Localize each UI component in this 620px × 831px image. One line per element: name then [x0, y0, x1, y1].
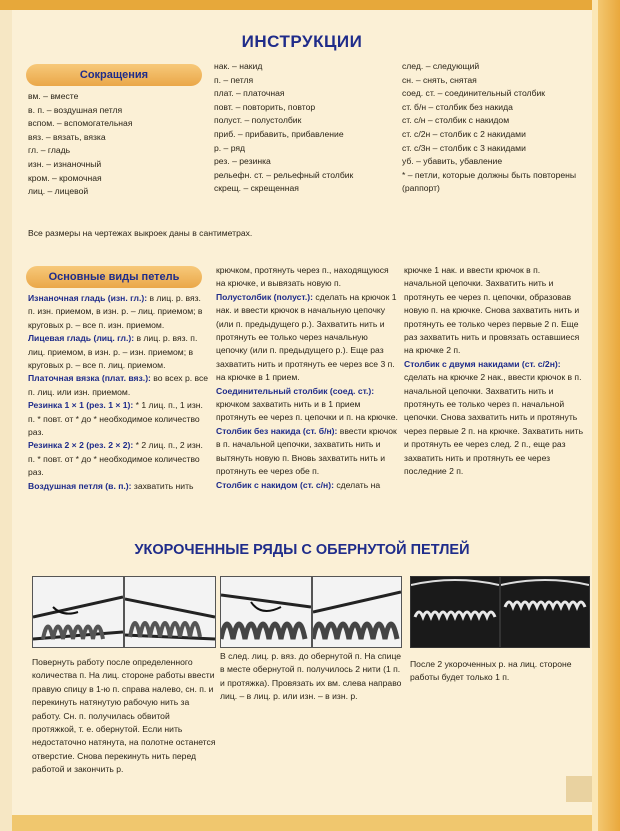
abbreviation-item: рез. – резинка [214, 156, 271, 167]
page-title: ИНСТРУКЦИИ [241, 32, 363, 51]
corner-tab [566, 776, 592, 802]
abbreviation-item: плат. – платочная [214, 88, 285, 99]
abbreviation-item: лиц. – лицевой [28, 186, 89, 197]
knitting-needles-icon [33, 577, 123, 647]
stitch-paragraph [404, 264, 584, 358]
stitch-paragraph [28, 292, 210, 332]
illustration-step2a [220, 576, 312, 648]
stitch-term: Столбик с накидом (ст. с/н): [216, 479, 334, 490]
abbreviation-item: след. – следующий [402, 61, 480, 71]
short-rows-step2: В след. лиц. р. вяз. до обернутой п. На спице в месте обернутой п. получилось 2 нити (1 п. и протяжка). Провязать их вм. слева направо лиц. – в лиц. р. или изн. – в изн. р. [220, 651, 402, 702]
abbreviations-col3 [402, 60, 576, 196]
abbreviation-item: ст. с/н – столбик с накидом [402, 115, 510, 126]
stitch-paragraph [216, 291, 398, 385]
abbreviation-item: в. п. – воздушная петля [28, 104, 123, 115]
stitch-paragraph [404, 358, 584, 479]
stitch-description: в лиц. р. вяз. п. лиц. приемом, в изн. р. – изн. приемом; в круговых р. – все п. лиц. приемом. [28, 333, 198, 371]
stitch-description: ввести крючок в п. начальной цепочки, захватить нить и вытянуть новую п. Вновь захватить нить и протянуть ее через обе п. [216, 425, 397, 477]
stitch-term: Платочная вязка (плат. вяз.): [28, 373, 151, 384]
abbreviation-item: (раппорт) [402, 183, 440, 194]
knitting-needles-icon [313, 577, 401, 647]
illustration-step1b [124, 576, 216, 648]
knit-fabric-icon [501, 577, 589, 647]
abbreviation-item: скрещ. – скрещенная [214, 183, 299, 194]
stitch-term: Воздушная петля (в. п.): [28, 480, 132, 491]
abbreviation-item: кром. – кромочная [28, 172, 102, 183]
sizes-note: Все размеры на чертежах выкроек даны в сантиметрах. [28, 228, 253, 238]
stitch-paragraph [216, 425, 398, 479]
stitch-description: сделать на крючок 1 нак. и ввести крючок в начальную цепочку (или п. предыдущего р.). Захватить нить и протянуть ее только через начальную цепочку (или п. предыдущего р.). Еще раз захватить нить и протянуть ее через все 3 п. на крючке в 1 прием. [216, 291, 397, 383]
abbreviation-item: сн. – снять, снятая [402, 74, 477, 85]
stitch-paragraph [28, 439, 210, 479]
stitch-term: Столбик с двумя накидами (ст. с/2н): [404, 358, 561, 369]
abbreviation-item: полуст. – полустолбик [214, 115, 302, 126]
abbreviation-item: р. – ряд [214, 142, 246, 153]
stitches-col3 [404, 264, 584, 479]
photo-knit-fabric-1 [410, 576, 500, 648]
stitch-term: Столбик без накида (ст. б/н): [216, 425, 338, 436]
illustration-step1a [32, 576, 124, 648]
abbreviation-item: изн. – изнаночный [28, 158, 102, 169]
stitch-paragraph [28, 332, 210, 372]
abbreviations-header: Сокращения [26, 64, 202, 86]
stitches-header: Основные виды петель [26, 266, 202, 288]
stitches-col2 [216, 264, 398, 492]
stitch-description: сделать на крючке 2 нак., ввести крючок в п. начальной цепочки. Захватить нить и протянуть ее только через п. начальной цепочки. Снова захватить нить и протянуть через первые 2 п. на крючке. Захватить нить и протянуть ее через след. 2 п., еще раз захватить нить и протянуть ее через последние 2 п. [404, 372, 584, 477]
abbreviation-item: ст. с/2н – столбик с 2 накидами [402, 128, 526, 139]
stitch-paragraph [216, 385, 398, 425]
abbreviation-item: соед. ст. – соединительный столбик [402, 88, 546, 99]
stitches-col1 [28, 292, 210, 493]
abbreviations-col1 [28, 90, 132, 199]
stitch-description: крючком, протянуть через п., находящуюся на крючке, и вывязать новую п. [216, 265, 389, 289]
knit-fabric-icon [411, 577, 499, 647]
stitch-description: в лиц. р. вяз. п. изн. приемом, в изн. р. – лиц. приемом; в круговых р. – все п. изн. приемом. [28, 293, 203, 330]
abbreviation-item: приб. – прибавить, прибавление [214, 128, 344, 139]
abbreviation-item: ст. б/н – столбик без накида [402, 101, 513, 112]
abbreviations-col2 [214, 60, 353, 196]
short-rows-step3: После 2 укороченных р. на лиц. стороне работы будет только 1 п. [410, 659, 572, 683]
knitting-needles-icon [221, 577, 311, 647]
stitch-term: Соединительный столбик (соед. ст.): [216, 385, 375, 396]
stitch-description: захватить нить [131, 480, 194, 491]
abbreviation-item: рельефн. ст. – рельефный столбик [214, 169, 354, 180]
abbreviation-item: * – петли, которые должны быть повторены [402, 169, 577, 180]
abbreviation-item: уб. – убавить, убавление [402, 156, 503, 167]
short-rows-step1: Повернуть работу после определенного количества п. На лиц. стороне работы ввести правую спицу в 1-ю п. справа налево, сн. п. и перекинуть натянутую рабочую нить за работу. Сн. п. получилась обвитой протяжкой, т. е. обернутой. Если нить недостаточно натянута, на полотне останется отверстие. Снова перекинуть нить перед работой и закончить р. [32, 657, 216, 775]
abbreviation-item: п. – петля [214, 74, 254, 85]
page [12, 10, 592, 825]
knitting-needles-icon [125, 577, 215, 647]
abbreviation-item: вспом. – вспомогательная [28, 118, 133, 129]
stitch-paragraph [28, 399, 210, 439]
stitch-description: во всех р. все п. лиц. или изн. приемом. [28, 373, 209, 397]
abbreviation-item: повт. – повторить, повтор [214, 101, 316, 112]
stitch-term: Изнаночная гладь (изн. гл.): [28, 293, 148, 303]
right-frame-inner [592, 0, 598, 831]
abbreviation-item: ст. с/3н – столбик с 3 накидами [402, 142, 526, 153]
stitch-term: Резинка 2 × 2 (рез. 2 × 2): [28, 440, 134, 451]
stitch-description: крючке 1 нак. и ввести крючок в п. начальной цепочки. Захватить нить и протянуть ее через п. цепочки, образовав новую п. на крючке. Снова захватить нить и протянуть ее только через первые 2 п. Еще раз захватить нить и провязать оставшиеся на крючке 2 п. [404, 265, 580, 356]
abbreviation-item: гл. – гладь [28, 145, 71, 156]
stitch-term: Лицевая гладь (лиц. гл.): [28, 333, 135, 344]
stitch-paragraph [216, 479, 398, 492]
abbreviation-item: нак. – накид [214, 61, 263, 71]
stitch-paragraph [28, 480, 210, 493]
illustration-step2b [312, 576, 402, 648]
stitch-term: Резинка 1 × 1 (рез. 1 × 1): [28, 400, 134, 411]
bottom-frame [12, 815, 592, 831]
stitch-paragraph [28, 372, 210, 399]
top-frame [0, 0, 620, 10]
abbreviation-item: вм. – вместе [28, 91, 79, 101]
stitch-description: * 1 лиц. п., 1 изн. п. * повт. от * до * необходимое количество раз. [28, 400, 203, 438]
photo-knit-fabric-2 [500, 576, 590, 648]
short-rows-title: УКОРОЧЕННЫЕ РЯДЫ С ОБЕРНУТОЙ ПЕТЛЕЙ [134, 542, 470, 558]
stitch-description: сделать на [333, 479, 381, 490]
right-frame [598, 0, 620, 831]
stitch-description: * 2 лиц. п., 2 изн. п. * повт. от * до * необходимое количество раз. [28, 440, 203, 478]
stitch-description: крючком захватить нить и в 1 прием протянуть ее через п. цепочки и п. на крючке. [216, 399, 398, 423]
stitch-term: Полустолбик (полуст.): [216, 291, 314, 302]
abbreviation-item: вяз. – вязать, вязка [28, 131, 106, 142]
stitch-paragraph [216, 264, 398, 291]
